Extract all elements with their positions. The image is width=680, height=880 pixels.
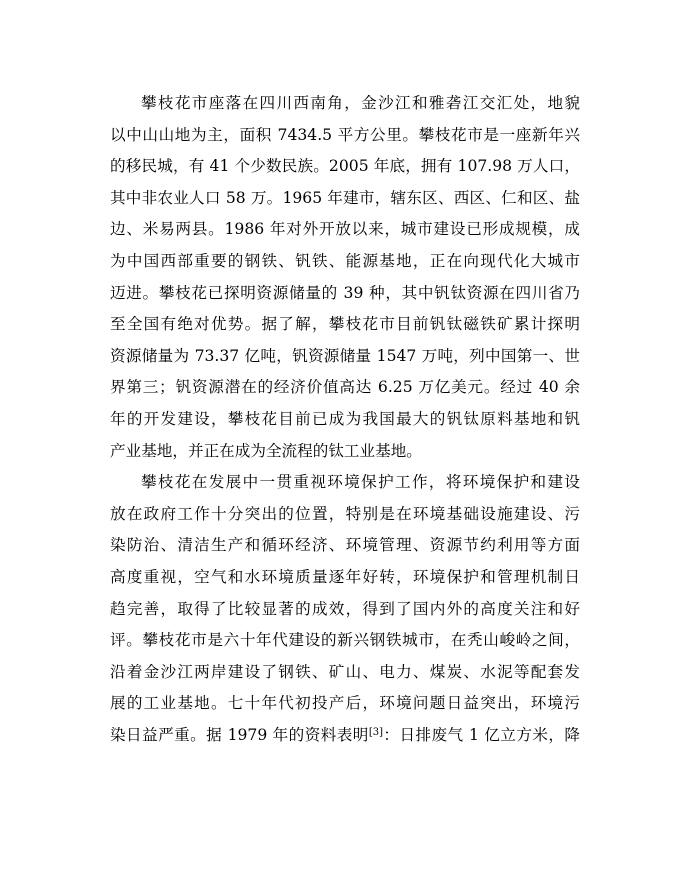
paragraph-last-line — [110, 720, 580, 752]
paragraph-line: 为中国西部重要的钢铁、钒铁、能源基地，正在向现代化大城市 — [110, 251, 580, 270]
paragraph-line: 攀枝花在发展中一贯重视环境保护工作，将环境保护和建设 — [141, 473, 580, 492]
paragraph-line: 展的工业基地。七十年代初投产后，环境问题日益突出，环境污 — [110, 694, 580, 713]
paragraph-line: 界第三；钒资源潜在的经济价值高达 6.25 万亿美元。经过 40 余 — [110, 378, 580, 397]
paragraph-line: 沿着金沙江两岸建设了钢铁、矿山、电力、煤炭、水泥等配套发 — [110, 662, 580, 681]
paragraph-line: 至全国有绝对优势。据了解，攀枝花市目前钒钛磁铁矿累计探明 — [110, 315, 580, 334]
paragraph-line: 以中山山地为主，面积 7434.5 平方公里。攀枝花市是一座新年兴 — [110, 125, 580, 144]
paragraph-line: 边、米易两县。1986 年对外开放以来，城市建设已形成规模，成 — [110, 220, 580, 239]
paragraph-2 — [110, 467, 580, 751]
paragraph-line: 的移民城，有 41 个少数民族。2005 年底，拥有 107.98 万人口， — [110, 157, 580, 176]
paragraph-line: 趋完善，取得了比较显著的成效，得到了国内外的高度关注和好 — [110, 599, 580, 618]
paragraph-line: 年的开发建设，攀枝花目前已成为我国最大的钒钛原料基地和钒 — [110, 409, 580, 428]
paragraph-line: 资源储量为 73.37 亿吨，钒资源储量 1547 万吨，列中国第一、世 — [110, 346, 580, 365]
paragraph-line: 产业基地，并正在成为全流程的钛工业基地。 — [110, 441, 422, 460]
line-text: 染日益严重。据 1979 年的资料表明 — [110, 725, 369, 744]
body-text — [110, 88, 580, 751]
paragraph-line: 攀枝花市座落在四川西南角，金沙江和雅砻江交汇处，地貌 — [141, 94, 580, 112]
paragraph-line: 高度重视，空气和水环境质量逐年好转，环境保护和管理机制日 — [110, 567, 580, 586]
citation-reference[interactable]: [3] — [368, 726, 383, 738]
paragraph-line: 迈进。攀枝花已探明资源储量的 39 种，其中钒钛资源在四川省乃 — [110, 283, 580, 302]
paragraph-line: 其中非农业人口 58 万。1965 年建市，辖东区、西区、仁和区、盐 — [110, 188, 580, 207]
paragraph-1 — [110, 88, 580, 467]
paragraph-line: 放在政府工作十分突出的位置，特别是在环境基础设施建设、污 — [110, 504, 580, 523]
line-text: ：日排废气 1 亿立方米，降 — [383, 725, 580, 744]
paragraph-line: 评。攀枝花市是六十年代建设的新兴钢铁城市，在秃山峻岭之间， — [110, 631, 580, 650]
paragraph-line: 染防治、清洁生产和循环经济、环境管理、资源节约利用等方面 — [110, 536, 580, 555]
